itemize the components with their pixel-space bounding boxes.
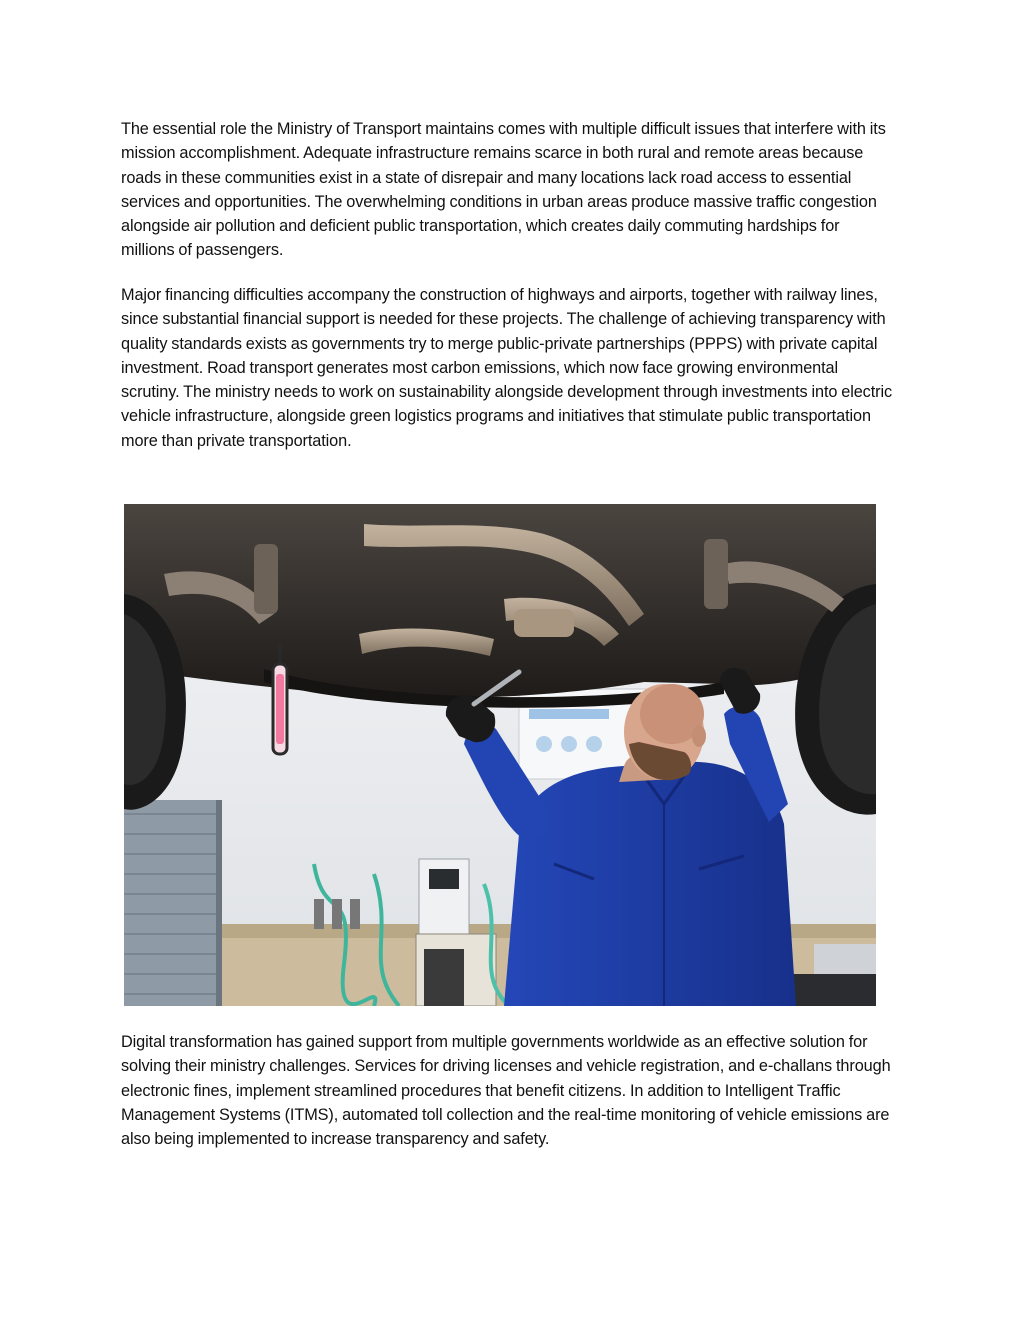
paragraph-challenges: The essential role the Ministry of Transport maintains comes with multiple difficult issues that interfere with its mission accomplishment. Adequate infrastructure remains scarce in both rural and remote areas because roads in these communities exist in a state of disrepair and many locations lack road access to essential services and opportunities. The overwhelming conditions in urban areas produce massive traffic congestion alongside air pollution and deficient public transportation, which creates daily commuting hardships for millions of passengers. — [121, 120, 886, 260]
paragraph-digital-transformation: Digital transformation has gained support from multiple governments worldwide as an effective solution for solving their ministry challenges. Services for driving licenses and vehicle registration, and e-challans through electronic fines, implement streamlined procedures that benefit citizens. In addition to Intelligent Traffic Management Systems (ITMS), automated toll collection and the real-time monitoring of vehicle emissions are also being implemented to increase transparency and safety. — [121, 1033, 891, 1149]
mechanic-photo — [124, 504, 876, 1006]
paragraph-financing: Major financing difficulties accompany the construction of highways and airports, together with railway lines, since substantial financial support is needed for these projects. The challenge of achieving transparency with quality standards exists as governments try to merge public-private partnerships (PPPS) with private capital investment. Road transport generates most carbon emissions, which now face growing environmental scrutiny. The ministry needs to work on sustainability alongside development through investments into electric vehicle infrastructure, alongside green logistics programs and initiatives that stimulate public transportation more than private transportation. — [121, 286, 893, 450]
photo-mechanic-under-car-icon — [124, 504, 876, 1006]
